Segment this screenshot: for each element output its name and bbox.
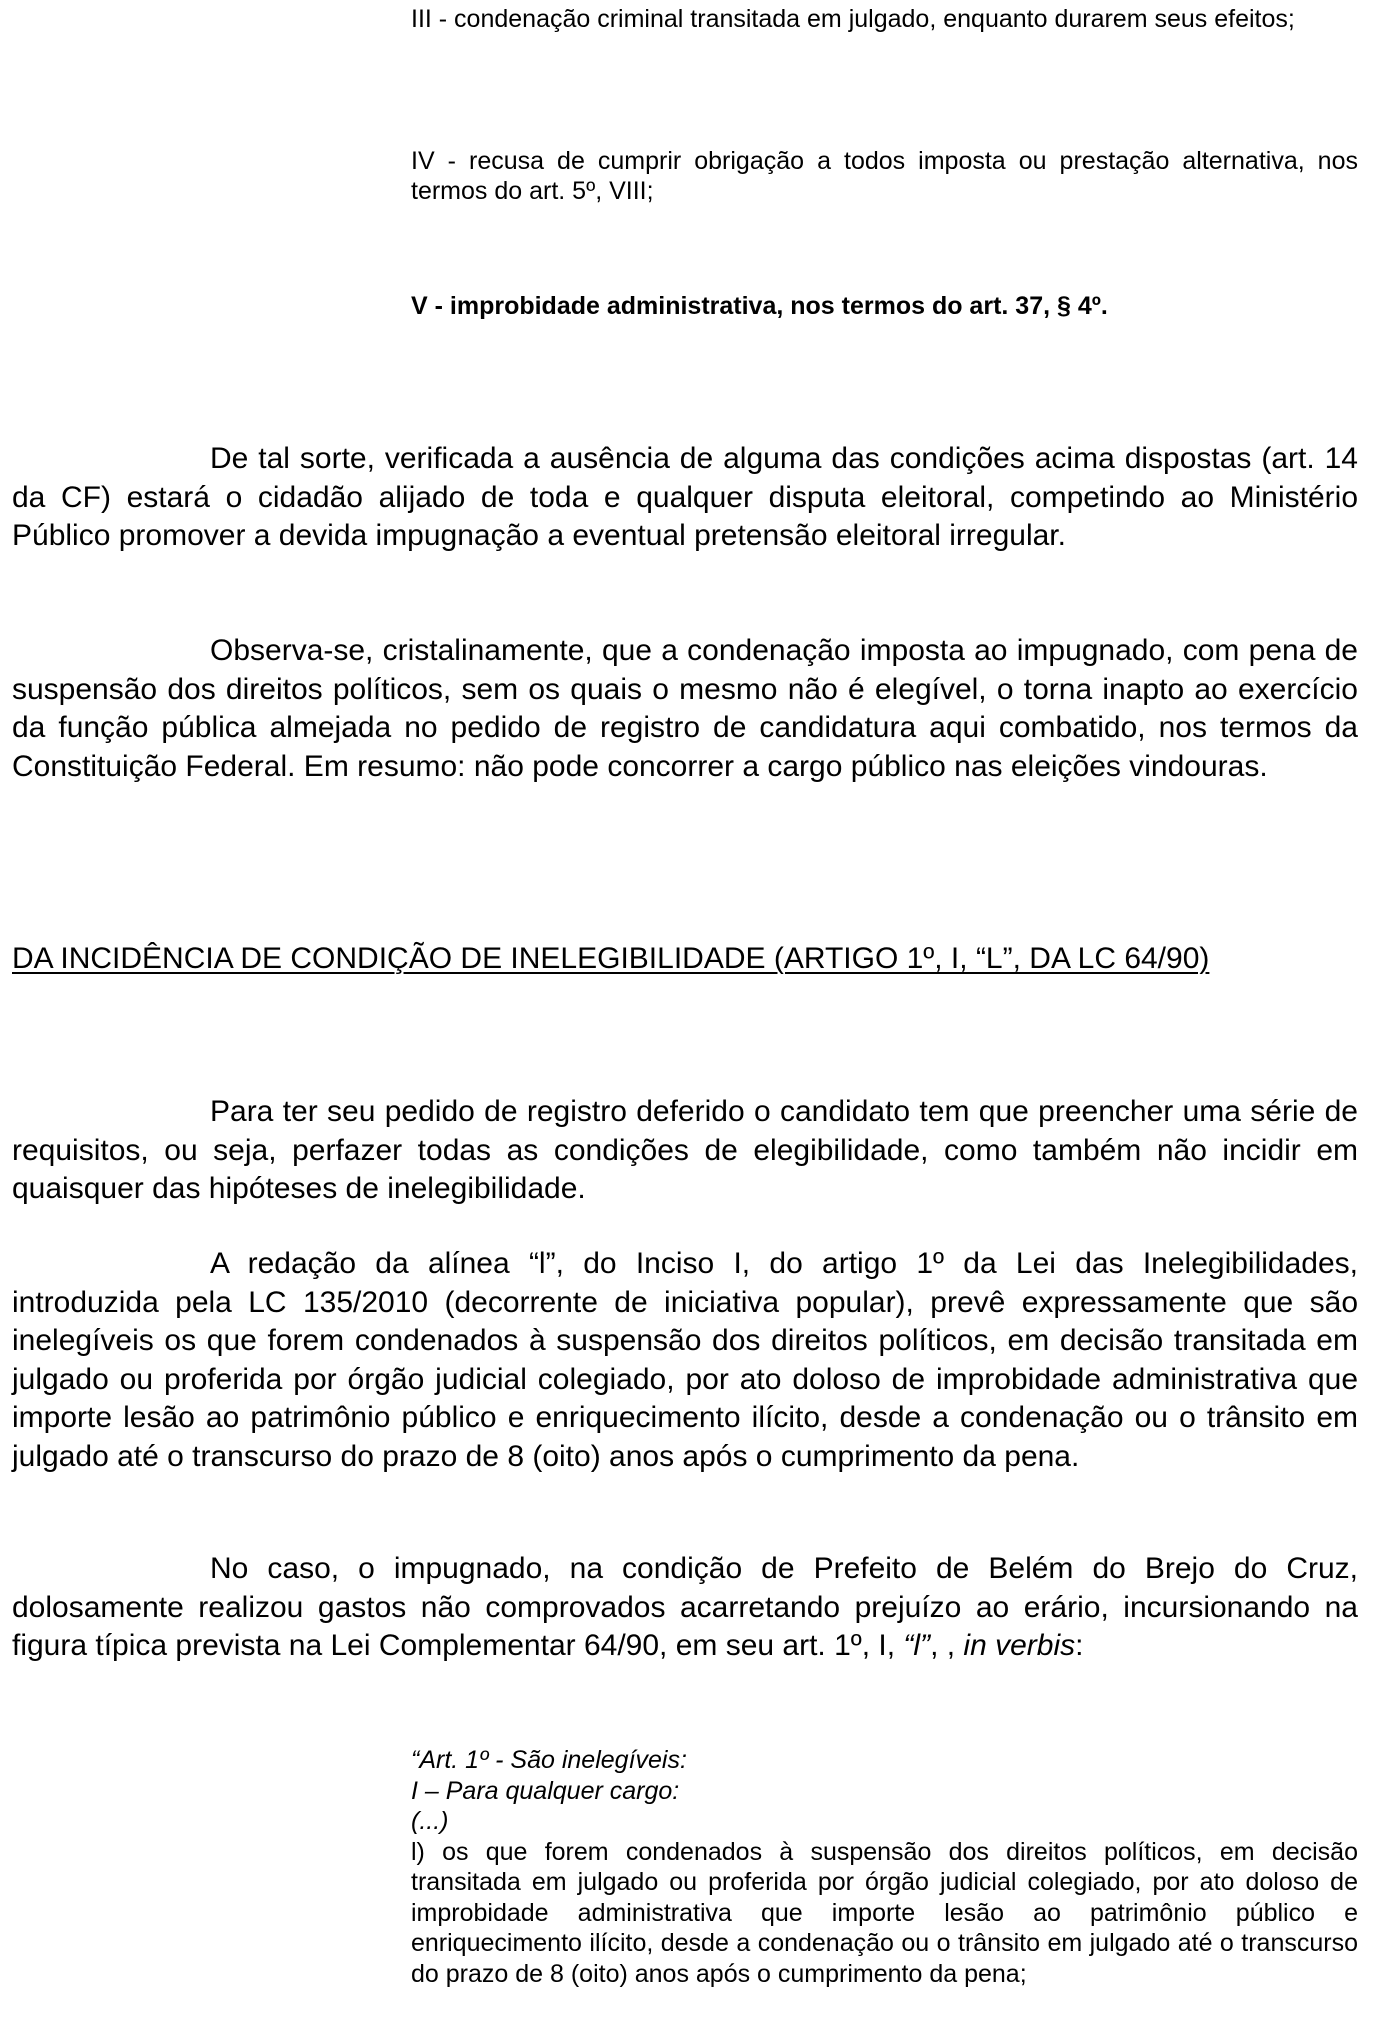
citation-line-ellipsis: (...): [411, 1807, 449, 1835]
citation-line-inciso: I – Para qualquer cargo:: [411, 1776, 680, 1805]
paragraph-text: :: [1075, 1629, 1084, 1663]
alinea-letter: “l”: [903, 1629, 931, 1663]
item-iv: IV - recusa de cumprir obrigação a todos imposta ou prestação alternativa, nos termos do art. 5º, VIII;: [411, 147, 1358, 205]
legal-citation: [411, 1745, 1358, 1989]
citation-line-article: “Art. 1º - São inelegíveis:: [411, 1746, 687, 1774]
paragraph-text: Observa-se, cristalinamente, que a condenação imposta ao impugnado, com pena de suspensão dos direitos políticos, sem os quais o mesmo não é elegível, o torna inapto ao exercício da função pública almejada no pedido de registro de candidatura aqui combatido, nos termos da Constituição Federal. Em resumo: não pode concorrer a cargo público nas eleições vindouras.: [12, 634, 1358, 783]
paragraph-text: No caso, o impugnado, na condição de Prefeito de Belém do Brejo do Cruz, dolosamente realizou gastos não comprovados acarretando prejuízo ao erário, incursionando na figura típica prevista na Lei Complementar 64/90, em seu art. 1º, I,: [12, 1552, 1358, 1663]
paragraph-registration-requirements: [12, 1093, 1358, 1209]
paragraph-text: De tal sorte, verificada a ausência de alguma das condições acima dispostas (art. 14 da CF) estará o cidadão alijado de toda e qualquer disputa eleitoral, competindo ao Ministério Público promover a devida impugnação a eventual pretensão eleitoral irregular.: [12, 442, 1358, 553]
paragraph-condemnation: [12, 632, 1358, 786]
item-v: V - improbidade administrativa, nos termos do art. 37, § 4º.: [411, 292, 1108, 320]
paragraph-absence-conditions: [12, 440, 1358, 556]
paragraph-case: [12, 1550, 1358, 1666]
paragraph-alinea-l: [12, 1245, 1358, 1477]
latin-phrase: in verbis: [963, 1629, 1076, 1663]
paragraph-text: Para ter seu pedido de registro deferido o candidato tem que preencher uma série de requisitos, ou seja, perfazer todas as condições de elegibilidade, como também não incidir em quaisquer das hipóteses de inelegibilidade.: [12, 1095, 1358, 1206]
section-heading: DA INCIDÊNCIA DE CONDIÇÃO DE INELEGIBILIDADE (ARTIGO 1º, I, “L”, DA LC 64/90): [12, 942, 1210, 975]
paragraph-text: , ,: [930, 1629, 964, 1663]
item-iii: III - condenação criminal transitada em julgado, enquanto durarem seus efeitos;: [411, 5, 1295, 33]
citation-body: l) os que forem condenados à suspensão dos direitos políticos, em decisão transitada em julgado ou proferida por órgão judicial colegiado, por ato doloso de improbidade administrativa que importe lesão ao patrimônio público e enriquecimento ilícito, desde a condenação ou o trânsito em julgado até o transcurso do prazo de 8 (oito) anos após o cumprimento da pena;: [411, 1837, 1358, 1988]
paragraph-text: A redação da alínea “l”, do Inciso I, do artigo 1º da Lei das Inelegibilidades, introduzida pela LC 135/2010 (decorrente de iniciativa popular), prevê expressamente que são inelegíveis os que forem condenados à suspensão dos direitos políticos, em decisão transitada em julgado ou proferida por órgão judicial colegiado, por ato doloso de improbidade administrativa que importe lesão ao patrimônio público e enriquecimento ilícito, desde a condenação ou o trânsito em julgado até o transcurso do prazo de 8 (oito) anos após o cumprimento da pena.: [12, 1247, 1358, 1473]
